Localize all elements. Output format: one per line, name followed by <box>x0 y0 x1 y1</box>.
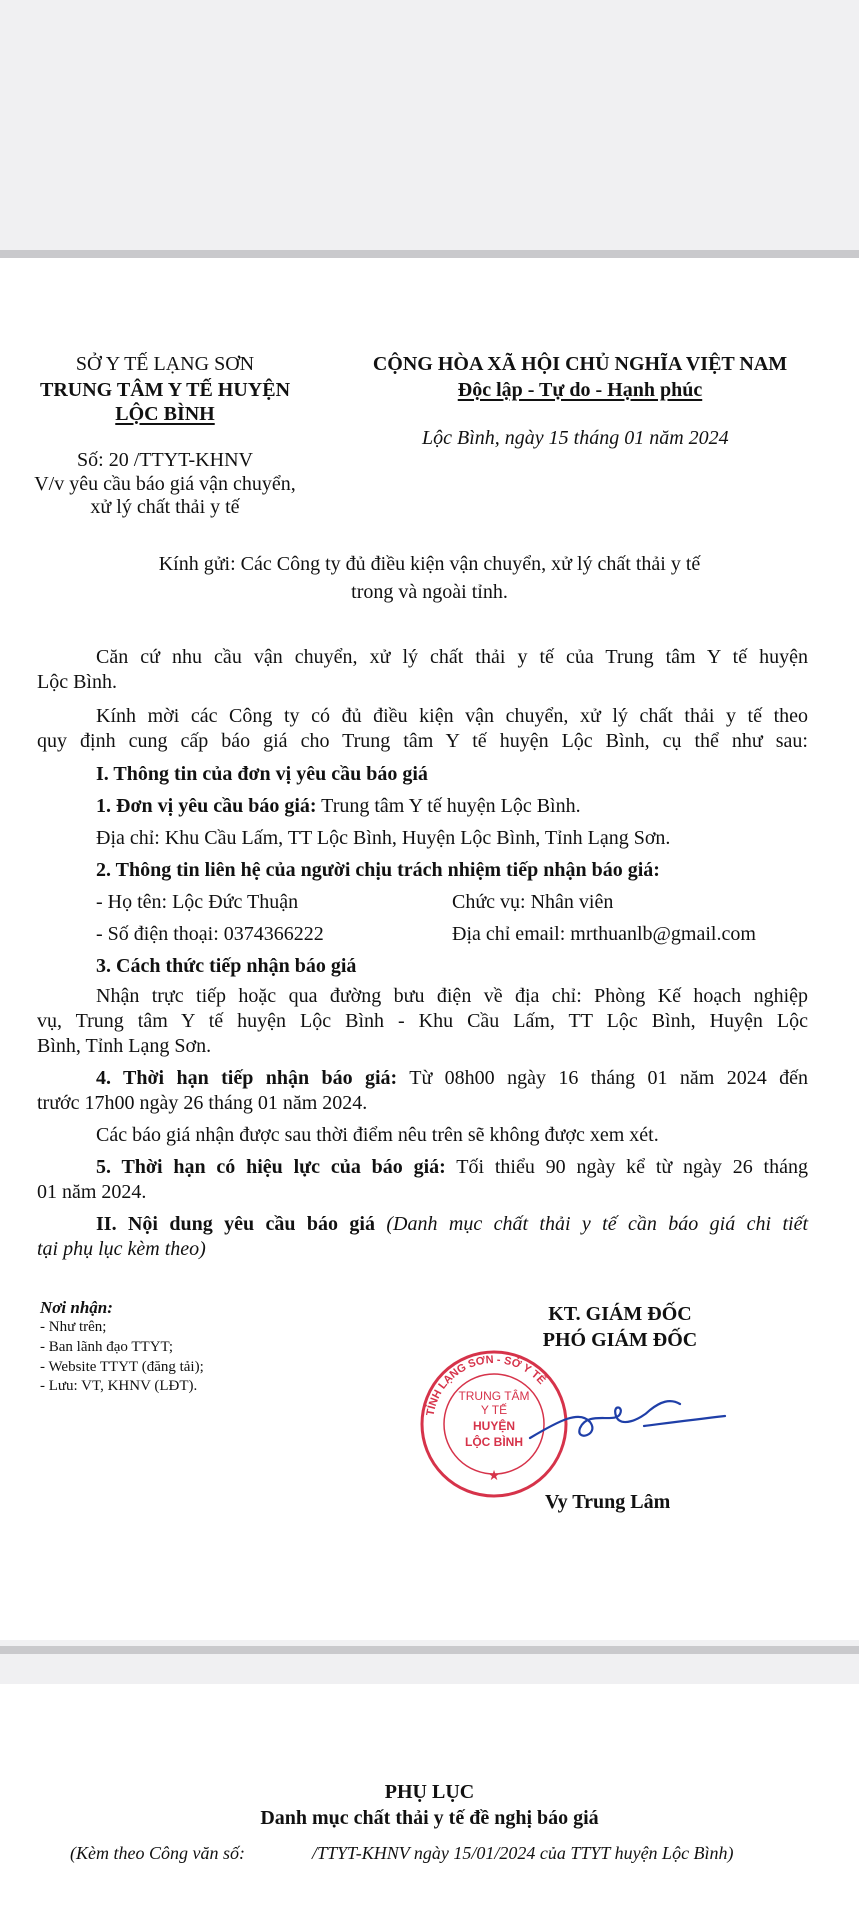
document-page-2 <box>0 1684 859 1908</box>
recipient-item: - Lưu: VT, KHNV (LĐT). <box>40 1378 198 1394</box>
section-2 <box>96 1212 808 1236</box>
ministry-name: SỞ Y TẾ LẠNG SƠN <box>75 353 255 375</box>
signer-name: Vy Trung Lâm <box>545 1491 671 1513</box>
recipient-item: - Website TTYT (đăng tải); <box>40 1359 204 1375</box>
org-name-line1: TRUNG TÂM Y TẾ HUYỆN <box>39 379 291 401</box>
section-2-note: (Danh mục chất thải y tế cần báo giá chi tiết <box>374 1213 808 1235</box>
seal-text-line: TRUNG TÂM <box>458 1389 530 1403</box>
appendix-subtitle: Danh mục chất thải y tế đề nghị báo giá <box>260 1807 599 1829</box>
handwritten-signature <box>520 1380 740 1460</box>
signature-title-2: PHÓ GIÁM ĐỐC <box>542 1329 698 1351</box>
item-5-line2: 01 năm 2024. <box>37 1181 147 1203</box>
doc-number: Số: 20 /TTYT-KHNV <box>77 449 253 471</box>
seal-text-line: HUYỆN <box>472 1419 516 1433</box>
item-5-label: 5. Thời hạn có hiệu lực của báo giá: <box>96 1156 446 1178</box>
item-5-value: Tối thiểu 90 ngày kể từ ngày 26 tháng <box>445 1156 808 1178</box>
item-1 <box>96 794 581 818</box>
section-1-heading: I. Thông tin của đơn vị yêu cầu báo giá <box>96 763 428 785</box>
recipient-line2: trong và ngoài tỉnh. <box>351 581 508 603</box>
contact-role: Chức vụ: Nhân viên <box>452 891 614 913</box>
seal-ring-text: TỈNH LẠNG SƠN - SỞ Y TẾ <box>424 1353 548 1417</box>
place-date: Lộc Bình, ngày 15 tháng 01 năm 2024 <box>422 427 729 449</box>
seal-text-line: LỘC BÌNH <box>465 1435 523 1449</box>
item-2: 2. Thông tin liên hệ của người chịu trách nhiệm tiếp nhận báo giá: <box>96 859 660 881</box>
body-p1-line2: Lộc Bình. <box>37 671 117 693</box>
appendix-title: PHỤ LỤC <box>384 1781 475 1803</box>
recipient-item: - Như trên; <box>40 1319 107 1335</box>
page-break <box>0 1646 859 1654</box>
national-motto: Độc lập - Tự do - Hạnh phúc <box>457 379 703 401</box>
subject-line2: xử lý chất thải y tế <box>90 496 240 518</box>
item-4 <box>96 1066 808 1090</box>
item-3-line1: Nhận trực tiếp hoặc qua đường bưu điện về địa chỉ: Phòng Kế hoạch nghiệp <box>96 985 808 1007</box>
section-2-label: II. Nội dung yêu cầu báo giá <box>96 1213 375 1235</box>
recipient-line1: Kính gửi: Các Công ty đủ điều kiện vận chuyển, xử lý chất thải y tế <box>158 553 701 575</box>
body-p1-line1: Căn cứ nhu cầu vận chuyển, xử lý chất thải y tế của Trung tâm Y tế huyện <box>96 646 808 668</box>
body-p2-line2: quy định cung cấp báo giá cho Trung tâm Y tế huyện Lộc Bình, cụ thể như sau: <box>37 730 808 752</box>
country-name: CỘNG HÒA XÃ HỘI CHỦ NGHĨA VIỆT NAM <box>372 353 788 375</box>
body-p2-line1: Kính mời các Công ty có đủ điều kiện vận chuyển, xử lý chất thải y tế theo <box>96 705 808 727</box>
item-3: 3. Cách thức tiếp nhận báo giá <box>96 955 357 977</box>
seal-star-icon: ★ <box>487 1467 501 1483</box>
subject-line1: V/v yêu cầu báo giá vận chuyển, <box>34 473 296 495</box>
appendix-ref-prefix: (Kèm theo Công văn số: <box>70 1843 245 1863</box>
item-4-line2: trước 17h00 ngày 26 tháng 01 năm 2024. <box>37 1092 368 1114</box>
item-3-line3: Bình, Tỉnh Lạng Sơn. <box>37 1035 212 1057</box>
recipient-item: - Ban lãnh đạo TTYT; <box>40 1339 174 1355</box>
contact-name: - Họ tên: Lộc Đức Thuận <box>96 891 299 913</box>
item-4-label: 4. Thời hạn tiếp nhận báo giá: <box>96 1067 398 1089</box>
contact-phone: - Số điện thoại: 0374366222 <box>96 923 324 945</box>
org-name-line2: LỘC BÌNH <box>115 403 215 425</box>
seal-text-line: Y TẾ <box>480 1403 508 1417</box>
recipients-title: Nơi nhận: <box>40 1298 113 1317</box>
item-1-label: 1. Đơn vị yêu cầu báo giá: <box>96 795 317 817</box>
address: Địa chỉ: Khu Cầu Lấm, TT Lộc Bình, Huyện Lộc Bình, Tỉnh Lạng Sơn. <box>96 827 671 849</box>
section-2-note-line2: tại phụ lục kèm theo) <box>37 1238 206 1260</box>
appendix-ref-suffix: /TTYT-KHNV ngày 15/01/2024 của TTYT huyện Lộc Bình) <box>312 1843 734 1863</box>
top-page-edge <box>0 250 859 258</box>
item-1-value: Trung tâm Y tế huyện Lộc Bình. <box>316 795 581 817</box>
item-4-value: Từ 08h00 ngày 16 tháng 01 năm 2024 đến <box>397 1067 808 1089</box>
late-submission-note: Các báo giá nhận được sau thời điểm nêu trên sẽ không được xem xét. <box>96 1124 659 1146</box>
contact-email: Địa chỉ email: mrthuanlb@gmail.com <box>452 923 756 945</box>
item-5 <box>96 1155 808 1179</box>
signature-title-1: KT. GIÁM ĐỐC <box>548 1303 692 1325</box>
item-3-line2: vụ, Trung tâm Y tế huyện Lộc Bình - Khu Cầu Lấm, TT Lộc Bình, Huyện Lộc <box>37 1010 808 1032</box>
